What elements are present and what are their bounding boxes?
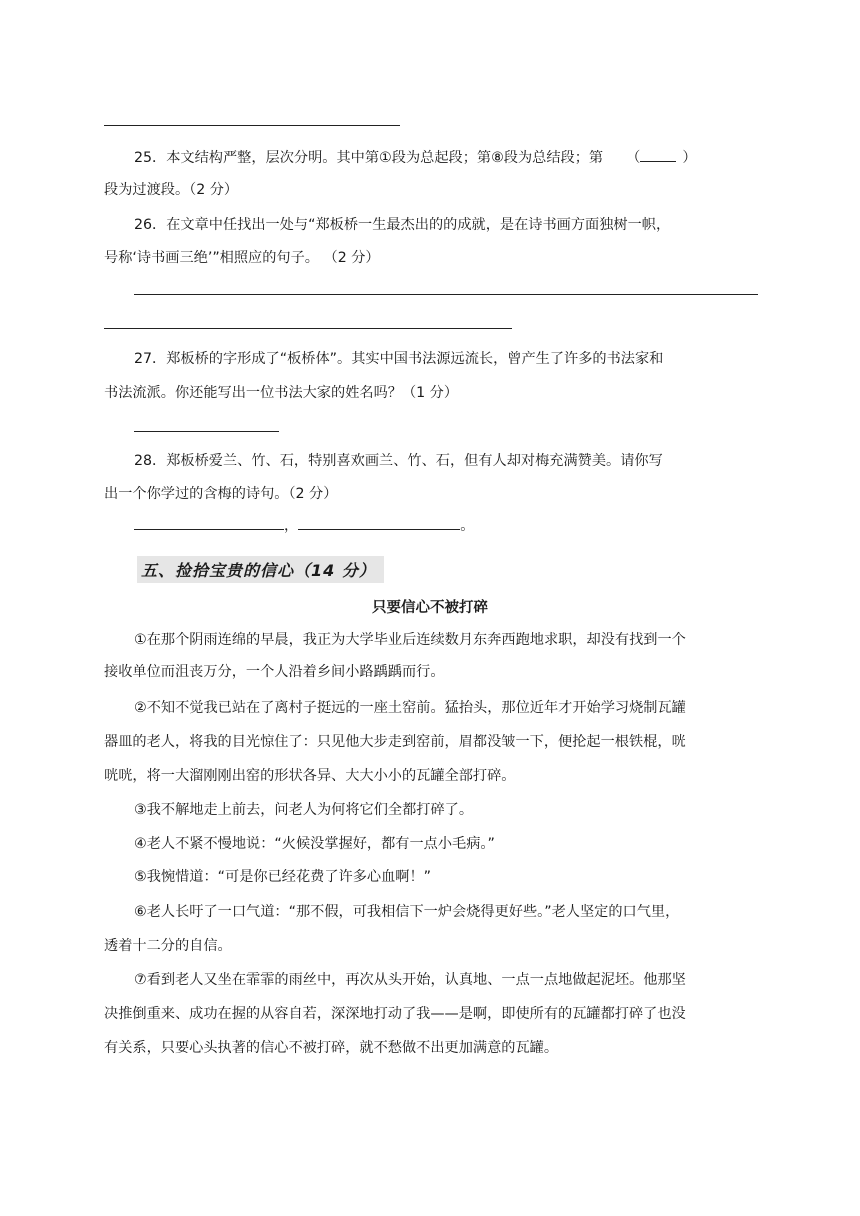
q25-text: 25．本文结构严整，层次分明。其中第①段为总起段；第⑧段为总结段；第	[134, 150, 604, 166]
q28-separator: ，	[284, 518, 299, 534]
q25-paren-close: ）	[682, 150, 697, 166]
paragraph-6-line-2: 透着十二分的自信。	[104, 938, 232, 954]
paragraph-2-line-3: 咣咣，将一大溜刚刚出窑的形状各异、大大小小的瓦罐全部打碎。	[104, 768, 516, 784]
paragraph-1-line-2: 接收单位而沮丧万分，一个人沿着乡间小路踽踽而行。	[104, 664, 445, 680]
q27-answer-line[interactable]	[134, 431, 279, 432]
q25-paren-open: （	[626, 150, 641, 166]
q26-answer-line-2[interactable]	[104, 328, 512, 329]
paragraph-7-line-1: ⑦看到老人又坐在霏霏的雨丝中，再次从头开始，认真地、一点一点地做起泥坯。他那坚	[134, 972, 686, 988]
q26-line2: 号称‘诗书画三绝’”相照应的句子。 （2 分）	[104, 250, 380, 266]
q25-line1	[134, 146, 697, 167]
q28-end-mark: 。	[460, 518, 475, 534]
q28-line2: 出一个你学过的含梅的诗句。（2 分）	[104, 486, 338, 502]
paragraph-5: ⑤我惋惜道：“可是你已经花费了许多心血啊！”	[134, 869, 431, 885]
q27-line2: 书法流派。你还能写出一位书法大家的姓名吗？（1 分）	[104, 385, 459, 401]
paragraph-6-line-1: ⑥老人长吁了一口气道：“那不假，可我相信下一炉会烧得更好些。”老人坚定的口气里，	[134, 904, 680, 920]
article-title: 只要信心不被打碎	[372, 600, 488, 616]
q28-answer-blank-2[interactable]	[298, 514, 460, 530]
q26-line1: 26．在文章中任找出一处与“郑板桥一生最杰出的的成就，是在诗书画方面独树一帜，	[134, 217, 671, 233]
q26-answer-line-1[interactable]	[134, 294, 758, 295]
paragraph-3: ③我不解地走上前去，问老人为何将它们全都打碎了。	[134, 802, 474, 818]
section-heading: 五、捡拾宝贵的信心（14 分）	[137, 556, 384, 583]
paragraph-7-line-2: 决推倒重来、成功在握的从容自若，深深地打动了我——是啊，即使所有的瓦罐都打碎了也没	[104, 1006, 686, 1022]
q25-answer-blank[interactable]	[640, 146, 676, 162]
q27-line1: 27．郑板桥的字形成了“板桥体”。其实中国书法源远流长，曾产生了许多的书法家和	[134, 351, 664, 367]
q25-line2: 段为过渡段。（2 分）	[104, 182, 239, 198]
q28-answer-row	[134, 514, 474, 535]
q28-line1: 28．郑板桥爱兰、竹、石，特别喜欢画兰、竹、石，但有人却对梅充满赞美。请你写	[134, 453, 663, 469]
paragraph-4: ④老人不紧不慢地说：“火候没掌握好，都有一点小毛病。”	[134, 836, 495, 852]
paragraph-7-line-3: 有关系，只要心头执著的信心不被打碎，就不愁做不出更加满意的瓦罐。	[104, 1040, 559, 1056]
paragraph-1-line-1: ①在那个阴雨连绵的早晨，我正为大学毕业后连续数月东奔西跑地求职，却没有找到一个	[134, 632, 686, 648]
paragraph-2-line-1: ②不知不觉我已站在了离村子挺远的一座土窑前。猛抬头，那位近年才开始学习烧制瓦罐	[134, 700, 686, 716]
answer-line-top	[104, 125, 400, 126]
paragraph-2-line-2: 器皿的老人，将我的目光惊住了：只见他大步走到窑前，眉都没皱一下，便抡起一根铁棍，咣	[104, 734, 686, 750]
q28-answer-blank-1[interactable]	[134, 514, 284, 530]
